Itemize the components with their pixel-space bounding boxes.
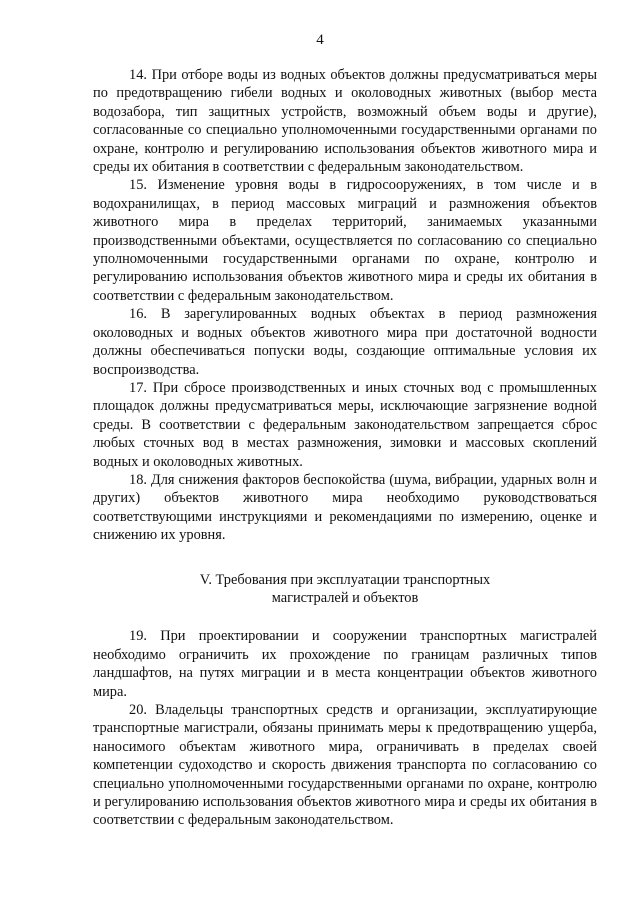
paragraph-20: 20. Владельцы транспортных средств и организации, эксплуатирующие транспортные магистрали, обязаны принимать меры к предотвращению ущерба, наносимого объектам животного мира, ограничивать в пределах своей компетенции судоходство и скорость движения транспорта по согласованию со специально уполномоченными государственными органами по охране, контролю и регулированию использования объектов животного мира и среды их обитания в соответствии с федеральным законодательством. — [93, 702, 597, 829]
section-heading — [93, 571, 597, 608]
paragraph-17: 17. При сбросе производственных и иных сточных вод с промышленных площадок должны предусматриваться меры, исключающие загрязнение водной среды. В соответствии с федеральным законодательством запрещается сброс любых сточных вод в местах размножения, зимовки и массовых скоплений водных и околоводных животных. — [93, 379, 597, 470]
paragraph-18: 18. Для снижения факторов беспокойства (шума, вибрации, ударных волн и других) объектов животного мира необходимо руководствоваться соответствующими инструкциями и рекомендациями по измерению, оценке и снижению их уровня. — [93, 471, 597, 544]
section-heading-line-1: V. Требования при эксплуатации транспортных — [199, 571, 491, 588]
paragraph-14: 14. При отборе воды из водных объектов должны предусматриваться меры по предотвращению гибели водных и околоводных животных (выбор места водозабора, тип защитных устройств, возможный объем воды и другие), согласованные со специально уполномоченными государственными органами по охране, контролю и регулированию использования объектов животного мира и среды их обитания в соответствии с федеральным законодательством. — [93, 67, 597, 176]
page-number: 4 — [316, 32, 324, 48]
paragraph-16: 16. В зарегулированных водных объектах в период размножения околоводных и водных объектов животного мира при достаточной водности должны обеспечиваться попуски воды, создающие оптимальные условия их воспроизводства. — [93, 306, 597, 378]
paragraph-15: 15. Изменение уровня воды в гидросооружениях, в том числе и в водохранилищах, в период массовых миграций и размножения объектов животного мира в пределах территорий, занимаемых указанными производственными объектами, осуществляется по согласованию со специально уполномоченными государственными органами по охране, контролю и регулированию использования объектов животного мира и среды их обитания в соответствии с федеральным законодательством. — [93, 177, 597, 304]
section-heading-line-2: магистралей и объектов — [271, 589, 419, 606]
paragraph-19: 19. При проектировании и сооружении транспортных магистралей необходимо ограничить их прохождение по границам различных типов ландшафтов, на путях миграции и в места концентрации объектов животного мира. — [93, 628, 597, 700]
document-body — [93, 66, 597, 830]
